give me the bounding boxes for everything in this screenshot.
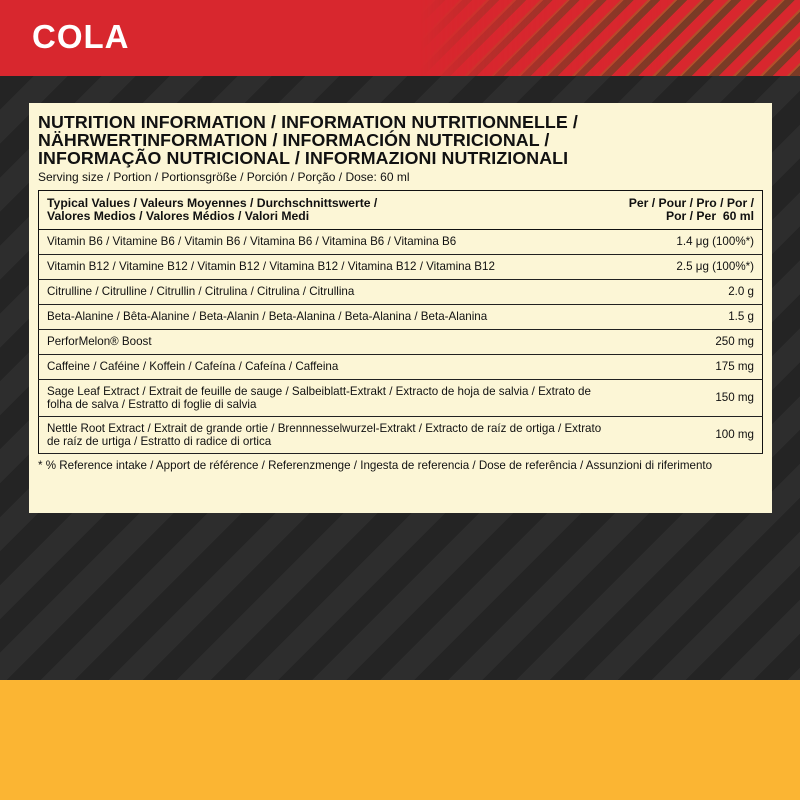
table-row	[39, 380, 763, 417]
row-value: 1.4 μg (100%*)	[621, 230, 763, 255]
row-value: 2.5 μg (100%*)	[621, 255, 763, 280]
row-label: Caffeine / Caféine / Koffein / Cafeína / Cafeína / Caffeina	[39, 355, 621, 380]
header-label-line-1: Typical Values / Valeurs Moyennes / Durchschnittswerte /	[47, 196, 378, 210]
row-label: Sage Leaf Extract / Extrait de feuille de sauge / Salbeiblatt-Extrakt / Extracto de hoja de salvia / Extrato de folha de salva / Estratto di foglie di salvia	[39, 380, 621, 417]
nutrition-table	[38, 190, 763, 454]
row-label: Vitamin B6 / Vitamine B6 / Vitamin B6 / Vitamina B6 / Vitamina B6 / Vitamina B6	[39, 230, 621, 255]
panel-title	[38, 113, 763, 167]
table-row	[39, 355, 763, 380]
row-value: 150 mg	[621, 380, 763, 417]
flavor-title: COLA	[32, 18, 130, 55]
table-header-row	[39, 191, 763, 230]
header-label-line-2: Valores Medios / Valores Médios / Valori Medi	[47, 209, 310, 223]
header-label	[39, 191, 621, 230]
banner-stripes	[420, 0, 800, 76]
table-row	[39, 255, 763, 280]
table-row	[39, 305, 763, 330]
row-value: 250 mg	[621, 330, 763, 355]
reference-intake-footnote: * % Reference intake / Apport de référence / Referenzmenge / Ingesta de referencia / Dose de referência / Assunzioni di riferimento	[38, 459, 713, 472]
row-value: 100 mg	[621, 417, 763, 454]
nutrition-panel	[29, 103, 772, 513]
panel-title-line-2: NÄHRWERTINFORMATION / INFORMACIÓN NUTRICIONAL /	[38, 130, 550, 150]
yellow-bottom-band	[0, 680, 800, 800]
header-value	[621, 191, 763, 230]
serving-size: Serving size / Portion / Portionsgröße / Porción / Porção / Dose: 60 ml	[38, 170, 410, 184]
panel-title-line-1: NUTRITION INFORMATION / INFORMATION NUTRITIONNELLE /	[38, 112, 578, 132]
row-label: Beta-Alanine / Bêta-Alanine / Beta-Alanin / Beta-Alanina / Beta-Alanina / Beta-Alanina	[39, 305, 621, 330]
flavor-banner	[0, 0, 800, 76]
header-value-line-2: Por / Per 60 ml	[665, 209, 754, 223]
table-row	[39, 230, 763, 255]
table-row	[39, 417, 763, 454]
row-value: 175 mg	[621, 355, 763, 380]
row-label: Nettle Root Extract / Extrait de grande ortie / Brennnesselwurzel-Extrakt / Extracto de raíz de ortiga / Extrato de raíz de urtiga / Estratto di radice di ortica	[39, 417, 621, 454]
row-label: Citrulline / Citrulline / Citrullin / Citrulina / Citrulina / Citrullina	[39, 280, 621, 305]
row-value: 1.5 g	[621, 305, 763, 330]
table-row	[39, 280, 763, 305]
panel-title-line-3: INFORMAÇÃO NUTRICIONAL / INFORMAZIONI NUTRIZIONALI	[38, 148, 569, 168]
header-value-line-1: Per / Pour / Pro / Por /	[628, 196, 754, 210]
row-value: 2.0 g	[621, 280, 763, 305]
row-label: PerforMelon® Boost	[39, 330, 621, 355]
row-label: Vitamin B12 / Vitamine B12 / Vitamin B12 / Vitamina B12 / Vitamina B12 / Vitamina B12	[39, 255, 621, 280]
table-row	[39, 330, 763, 355]
